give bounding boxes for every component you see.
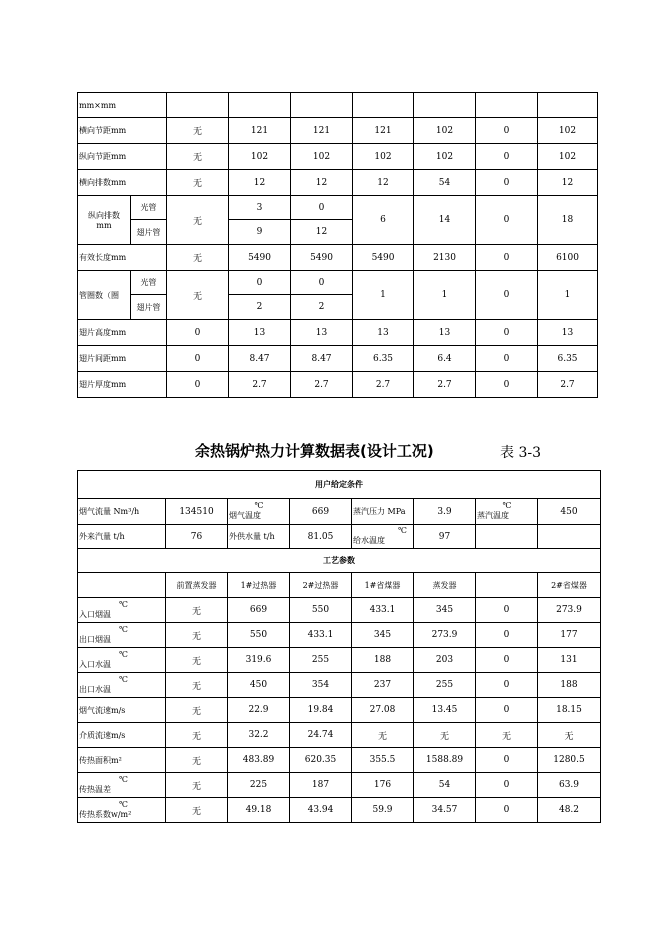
- table-cell: 48.2: [538, 798, 601, 823]
- table-cell: 669: [228, 598, 290, 623]
- table-cell: 0: [291, 196, 353, 220]
- table-cell: 1: [538, 271, 598, 320]
- table-cell: 2.7: [538, 372, 598, 398]
- table-row: [78, 118, 598, 144]
- table-cell: 345: [352, 623, 414, 648]
- table-cell: 24.74: [290, 723, 352, 748]
- table-cell: 34.57: [414, 798, 476, 823]
- given-value: 3.9: [414, 499, 476, 525]
- table-cell: 2.7: [229, 372, 291, 398]
- table-cell: 8.47: [291, 346, 353, 372]
- table-cell: 无: [167, 144, 229, 170]
- table-cell: 0: [476, 372, 538, 398]
- given-label: ℃ 蒸汽温度: [476, 499, 538, 525]
- table-cell: 0: [291, 271, 353, 295]
- row-label: ℃ 入口水温: [78, 648, 166, 673]
- table-cell: 2.7: [414, 372, 476, 398]
- table-row: [78, 648, 601, 673]
- table-cell: 354: [290, 673, 352, 698]
- table-number: 表 3-3: [500, 445, 541, 461]
- table-row: [78, 598, 601, 623]
- row-label: 有效长度mm: [78, 245, 167, 271]
- table-cell: 无: [166, 748, 228, 773]
- table-cell: 12: [229, 170, 291, 196]
- table-cell: 27.08: [352, 698, 414, 723]
- table-cell: 2130: [414, 245, 476, 271]
- page-title: 余热锅炉热力计算数据表(设计工况): [195, 442, 434, 460]
- table-cell: 550: [228, 623, 290, 648]
- table-cell: 43.94: [290, 798, 352, 823]
- table-cell: 0: [476, 698, 538, 723]
- table-cell: 0: [476, 598, 538, 623]
- column-header: [78, 573, 166, 598]
- empty-cell: [476, 525, 538, 549]
- table-row: [78, 170, 598, 196]
- table-cell: 13: [414, 320, 476, 346]
- table-cell: 13: [229, 320, 291, 346]
- table-cell: 0: [476, 170, 538, 196]
- table-row: [78, 698, 601, 723]
- table-cell: 6100: [538, 245, 598, 271]
- table-cell: 2: [291, 295, 353, 320]
- table-cell: 2.7: [353, 372, 414, 398]
- table-cell: 无: [166, 773, 228, 798]
- table-cell: 54: [414, 170, 476, 196]
- table-cell: 13: [291, 320, 353, 346]
- empty-cell: [538, 525, 601, 549]
- table-row: [78, 346, 598, 372]
- table-row: [78, 320, 598, 346]
- table-row: [78, 773, 601, 798]
- table-cell: 无: [166, 598, 228, 623]
- sub-label: 翅片管: [131, 295, 167, 320]
- table-row: [78, 623, 601, 648]
- table-cell: 无: [166, 623, 228, 648]
- table-cell: 32.2: [228, 723, 290, 748]
- row-label: 翅片高度mm: [78, 320, 167, 346]
- row-label: 纵向排数 mm: [78, 196, 131, 245]
- table-cell: 无: [352, 723, 414, 748]
- column-header: [476, 573, 538, 598]
- table-cell: 49.18: [228, 798, 290, 823]
- table-cell: 0: [167, 346, 229, 372]
- given-label: 外供水量 t/h: [228, 525, 290, 549]
- given-row-1: [78, 499, 601, 525]
- table-cell: 273.9: [538, 598, 601, 623]
- table-cell: 14: [414, 196, 476, 245]
- table-cell: 0: [167, 372, 229, 398]
- table-row: [78, 748, 601, 773]
- given-label: 蒸汽压力 MPa: [352, 499, 414, 525]
- table-cell: 176: [352, 773, 414, 798]
- table-cell: 450: [228, 673, 290, 698]
- table-cell: 1: [414, 271, 476, 320]
- given-value: 97: [414, 525, 476, 549]
- table-cell: 0: [476, 748, 538, 773]
- table-cell: 433.1: [290, 623, 352, 648]
- row-label: 横向节距mm: [78, 118, 167, 144]
- row-label: ℃ 传热温差: [78, 773, 166, 798]
- table-cell: 121: [229, 118, 291, 144]
- given-row-2: [78, 525, 601, 549]
- table-cell: 0: [167, 320, 229, 346]
- table-cell: [353, 93, 414, 118]
- table-cell: 13.45: [414, 698, 476, 723]
- row-label: ℃ 传热系数w/m²: [78, 798, 166, 823]
- table-cell: 0: [476, 673, 538, 698]
- row-label: 翅片厚度mm: [78, 372, 167, 398]
- table-cell: 102: [538, 144, 598, 170]
- row-label: mm×mm: [78, 93, 167, 118]
- given-value: 81.05: [290, 525, 352, 549]
- table-cell: 54: [414, 773, 476, 798]
- table-cell: 1280.5: [538, 748, 601, 773]
- table-cell: 187: [290, 773, 352, 798]
- table-cell: 0: [476, 271, 538, 320]
- table-cell: 63.9: [538, 773, 601, 798]
- given-label: 烟气流量 Nm³/h: [78, 499, 166, 525]
- table-cell: [167, 93, 229, 118]
- given-value: 669: [290, 499, 352, 525]
- table-cell: 550: [290, 598, 352, 623]
- table-cell: 12: [291, 220, 353, 245]
- thermal-calculation-table: [77, 470, 601, 823]
- row-label: 介质流速m/s: [78, 723, 166, 748]
- given-label: ℃ 给水温度: [352, 525, 414, 549]
- column-header: 2#省煤器: [538, 573, 601, 598]
- table-cell: 225: [228, 773, 290, 798]
- table-cell: 6.4: [414, 346, 476, 372]
- table-cell: [414, 93, 476, 118]
- table-cell: 177: [538, 623, 601, 648]
- table-cell: [229, 93, 291, 118]
- table-cell: 无: [166, 648, 228, 673]
- row-label: 纵向节距mm: [78, 144, 167, 170]
- table-cell: 255: [414, 673, 476, 698]
- table-cell: 无: [414, 723, 476, 748]
- table-row: [78, 93, 598, 118]
- row-label: 翅片间距mm: [78, 346, 167, 372]
- column-header: 1#过热器: [228, 573, 290, 598]
- table-cell: 无: [476, 723, 538, 748]
- table-cell: 无: [167, 118, 229, 144]
- table-cell: [538, 93, 598, 118]
- table-cell: 12: [353, 170, 414, 196]
- table-cell: 5490: [353, 245, 414, 271]
- table-cell: 0: [476, 144, 538, 170]
- given-value: 134510: [166, 499, 228, 525]
- table-cell: 345: [414, 598, 476, 623]
- table-cell: 0: [476, 245, 538, 271]
- table-cell: 483.89: [228, 748, 290, 773]
- table-cell: 18.15: [538, 698, 601, 723]
- table-cell: 9: [229, 220, 291, 245]
- table-cell: 1588.89: [414, 748, 476, 773]
- table-cell: 59.9: [352, 798, 414, 823]
- table-cell: 无: [167, 196, 229, 245]
- table-cell: 12: [291, 170, 353, 196]
- sub-label: 光管: [131, 271, 167, 295]
- column-header: 蒸发器: [414, 573, 476, 598]
- table-row: [78, 372, 598, 398]
- row-label: ℃ 出口水温: [78, 673, 166, 698]
- table-row: [78, 196, 598, 220]
- table-cell: 13: [538, 320, 598, 346]
- row-label: ℃ 入口烟温: [78, 598, 166, 623]
- table-cell: 8.47: [229, 346, 291, 372]
- given-label: 外来汽量 t/h: [78, 525, 166, 549]
- table-cell: [291, 93, 353, 118]
- table-cell: 433.1: [352, 598, 414, 623]
- sub-label: 光管: [131, 196, 167, 220]
- table-cell: 18: [538, 196, 598, 245]
- table-cell: 319.6: [228, 648, 290, 673]
- given-value: 76: [166, 525, 228, 549]
- table-cell: 无: [538, 723, 601, 748]
- table-cell: 121: [353, 118, 414, 144]
- table-cell: 102: [414, 144, 476, 170]
- column-header: 前置蒸发器: [166, 573, 228, 598]
- table-cell: 5490: [229, 245, 291, 271]
- table-cell: 2.7: [291, 372, 353, 398]
- table-cell: 无: [166, 798, 228, 823]
- user-conditions-header: 用户给定条件: [78, 471, 601, 499]
- table-cell: 273.9: [414, 623, 476, 648]
- table-cell: 13: [353, 320, 414, 346]
- process-params-header: 工艺参数: [78, 549, 601, 573]
- table-row: [78, 723, 601, 748]
- row-label: 管圈数（圈: [78, 271, 131, 320]
- table-row: [78, 798, 601, 823]
- table-cell: 无: [167, 271, 229, 320]
- table-row: [78, 245, 598, 271]
- row-label: 传热面积m²: [78, 748, 166, 773]
- table-cell: 131: [538, 648, 601, 673]
- table-cell: 0: [476, 346, 538, 372]
- table-cell: 188: [352, 648, 414, 673]
- table-cell: 0: [229, 271, 291, 295]
- column-header: 1#省煤器: [352, 573, 414, 598]
- table-row: [78, 144, 598, 170]
- table-cell: 19.84: [290, 698, 352, 723]
- table-cell: 102: [538, 118, 598, 144]
- given-value: 450: [538, 499, 601, 525]
- table-cell: 6: [353, 196, 414, 245]
- table-cell: 3: [229, 196, 291, 220]
- table-cell: [476, 93, 538, 118]
- row-label: 横向排数mm: [78, 170, 167, 196]
- table-cell: 102: [291, 144, 353, 170]
- table-cell: 无: [167, 170, 229, 196]
- tube-parameters-table: [77, 92, 598, 398]
- table-cell: 0: [476, 648, 538, 673]
- table-cell: 255: [290, 648, 352, 673]
- table-cell: 188: [538, 673, 601, 698]
- table-cell: 203: [414, 648, 476, 673]
- table-cell: 620.35: [290, 748, 352, 773]
- column-header-row: [78, 573, 601, 598]
- table-cell: 102: [229, 144, 291, 170]
- table-cell: 0: [476, 118, 538, 144]
- table-cell: 6.35: [353, 346, 414, 372]
- table-cell: 102: [353, 144, 414, 170]
- table-cell: 0: [476, 623, 538, 648]
- table-cell: 102: [414, 118, 476, 144]
- table-cell: 0: [476, 773, 538, 798]
- table-cell: 无: [166, 673, 228, 698]
- row-label: 烟气流速m/s: [78, 698, 166, 723]
- given-label: ℃ 烟气温度: [228, 499, 290, 525]
- table-cell: 0: [476, 798, 538, 823]
- table-cell: 0: [476, 196, 538, 245]
- table-cell: 237: [352, 673, 414, 698]
- table-cell: 0: [476, 320, 538, 346]
- table-cell: 无: [167, 245, 229, 271]
- table-cell: 12: [538, 170, 598, 196]
- table-cell: 无: [166, 698, 228, 723]
- table-cell: 22.9: [228, 698, 290, 723]
- sub-label: 翅片管: [131, 220, 167, 245]
- table-row: [78, 673, 601, 698]
- table-cell: 无: [166, 723, 228, 748]
- row-label: ℃ 出口烟温: [78, 623, 166, 648]
- table-cell: 355.5: [352, 748, 414, 773]
- column-header: 2#过热器: [290, 573, 352, 598]
- table-cell: 2: [229, 295, 291, 320]
- table-row: [78, 271, 598, 295]
- table-cell: 5490: [291, 245, 353, 271]
- table-cell: 121: [291, 118, 353, 144]
- table-cell: 6.35: [538, 346, 598, 372]
- table-cell: 1: [353, 271, 414, 320]
